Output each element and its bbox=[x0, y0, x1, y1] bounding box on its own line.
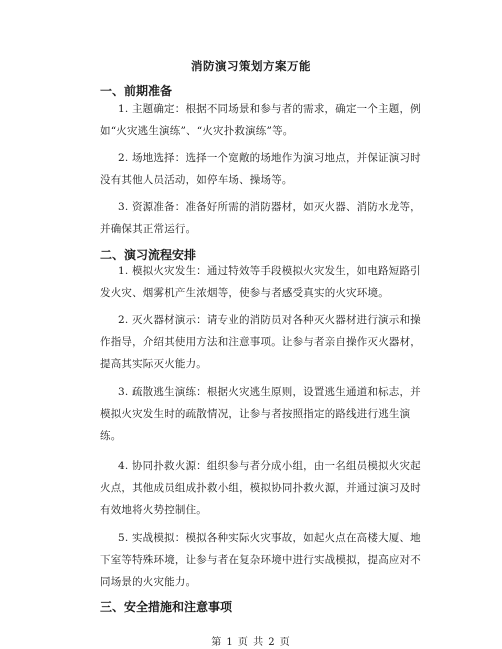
section-heading-3: 三、安全措施和注意事项 bbox=[100, 600, 233, 614]
paragraph-2-1: 1. 模拟火灾发生：通过特效等手段模拟火灾发生，如电路短路引 发火灾、烟雾机产生浓烟等，使参与者感受真实的火灾环境。 bbox=[100, 265, 421, 299]
paragraph-1-2: 2. 场地选择：选择一个宽敞的场地作为演习地点，并保证演习时 没有其他人员活动，如停车场、操场等。 bbox=[100, 152, 421, 186]
section-heading-1: 一、前期准备 bbox=[100, 84, 173, 98]
paragraph-2-3: 3. 疏散逃生演练：根据火灾逃生原则，设置逃生通道和标志，并 模拟火灾发生时的疏散情况，让参与者按照指定的路线进行逃生演 练。 bbox=[100, 386, 421, 442]
paragraph-2-4: 4. 协同扑救火源：组织参与者分成小组，由一名组员模拟火灾起 火点，其他成员组成扑救小组，模拟协同扑救火源，并通过演习及时 有效地将火势控制住。 bbox=[100, 460, 421, 516]
paragraph-2-2: 2. 灭火器材演示：请专业的消防员对各种灭火器材进行演示和操 作指导，介绍其使用方法和注意事项。让参与者亲自操作灭火器材， 提高其实际灭火能力。 bbox=[100, 314, 421, 370]
paragraph-2-5: 5. 实战模拟：模拟各种实际火灾事故，如起火点在高楼大厦、地 下室等特殊环境，让参与者在复杂环境中进行实战模拟，提高应对不 同场景的火灾能力。 bbox=[100, 532, 421, 588]
section-heading-2: 二、演习流程安排 bbox=[100, 248, 197, 262]
paragraph-1-3: 3. 资源准备：准备好所需的消防器材，如灭火器、消防水龙等， 并确保其正常运行。 bbox=[100, 201, 421, 235]
page-footer: 第 1 页 共 2 页 bbox=[211, 637, 291, 648]
paragraph-1-1: 1. 主题确定：根据不同场景和参与者的需求，确定一个主题，例 如“火灾逃生演练”、“火灾扑救演练”等。 bbox=[100, 103, 421, 137]
document-title: 消防演习策划方案万能 bbox=[191, 59, 311, 73]
